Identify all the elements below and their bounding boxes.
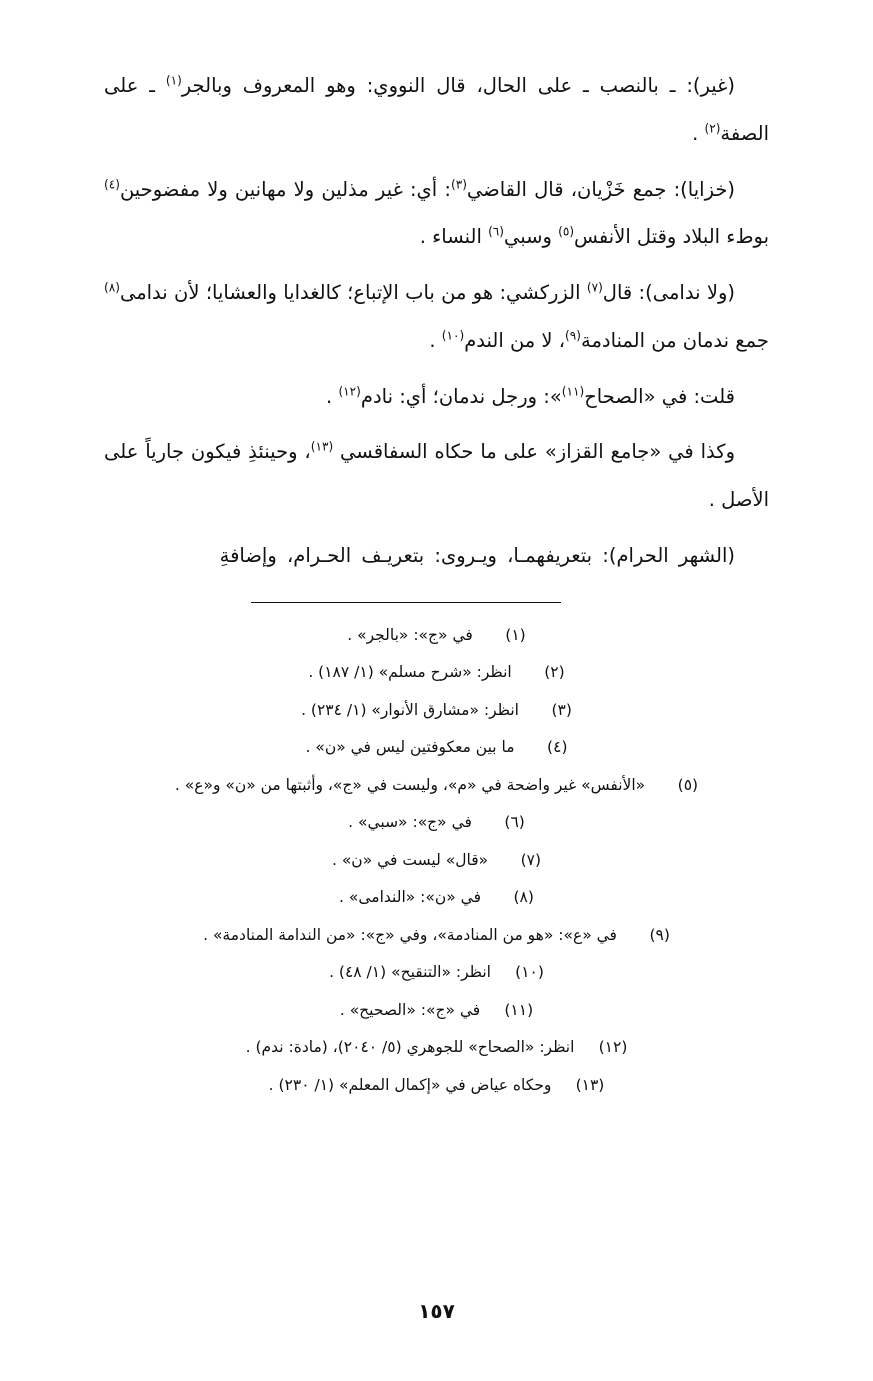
footnote-number: (٦) — [504, 813, 525, 832]
footnote-number: (١٣) — [575, 1075, 605, 1094]
footnote-item — [104, 654, 769, 692]
footnote-separator — [251, 602, 561, 603]
footnote-text: في «ج»: «الصحيح» . — [339, 1000, 481, 1019]
footnote-text: انظر: «الصحاح» للجوهري (٥/ ٢٠٤٠)، (مادة: ندم) . — [245, 1038, 575, 1057]
footnote-number: (٨) — [513, 888, 534, 907]
footnote-item — [104, 992, 769, 1030]
footnote-item — [104, 767, 769, 805]
paragraph-qultu: قلت: في «الصحاح$^{(١١)}$»: ورجل ندمان؛ أي: نادم$^{(١٢)}$ . — [326, 384, 735, 408]
footnote-text: «الأنفس» غير واضحة في «م»، وليست في «ج»، وأثبتها من «ن» و«ع» . — [174, 775, 646, 794]
footnote-text: ما بين معكوفتين ليس في «ن» . — [305, 738, 515, 757]
footnote-number: (٩) — [649, 925, 670, 944]
page-number: ١٥٧ — [418, 1299, 455, 1323]
footnote-item — [104, 1067, 769, 1105]
footnote-number: (٤) — [547, 738, 568, 757]
footnote-number: (١٢) — [598, 1038, 628, 1057]
paragraph-shahr-haram: (الشهر الحرام): بتعريفهمـا، ويـروى: بتعريـف الحـرام، وإضافةِ — [219, 543, 735, 567]
footnote-item — [104, 804, 769, 842]
footnote-item — [104, 917, 769, 955]
footnote-number: (١٠) — [515, 963, 544, 982]
footnote-item — [104, 954, 769, 992]
footnote-item — [104, 842, 769, 880]
footnote-text: انظر: «شرح مسلم» (١/ ١٨٧) . — [308, 663, 512, 682]
footnote-item — [104, 729, 769, 767]
footnote-number: (٢) — [544, 663, 565, 682]
footnotes-block — [104, 617, 769, 1105]
paragraph-ghayr: (غير): ـ بالنصب ـ على الحال، قال النووي: وهو المعروف وبالجر$^{(١)}$ ـ على الصفة$^{(٢)}$ . — [104, 73, 769, 145]
footnote-number: (٧) — [520, 850, 542, 869]
footnote-text: «قال» ليست في «ن» . — [331, 850, 489, 869]
footnote-item — [104, 1029, 769, 1067]
footnote-item — [104, 692, 769, 730]
footnote-item — [104, 617, 769, 655]
main-text-block — [104, 62, 769, 580]
footnote-text: وحكاه عياض في «إكمال المعلم» (١/ ٢٣٠) . — [268, 1075, 552, 1094]
footnote-item — [104, 879, 769, 917]
footnote-text: في «ن»: «الندامى» . — [339, 888, 481, 907]
footnote-text: في «ع»: «هو من المنادمة»، وفي «ج»: «من الندامة المنادمة» . — [203, 925, 617, 944]
footnote-number: (٥) — [677, 775, 699, 794]
footnote-text: انظر: «التنقيح» (١/ ٤٨) . — [329, 963, 491, 982]
footnote-text: انظر: «مشارق الأنوار» (١/ ٢٣٤) . — [301, 700, 519, 719]
paragraph-khazaya: (خزايا): جمع خَزْيان، قال القاضي$^{(٣)}$: أي: غير مذلين ولا مهانين ولا مفضوحين$^{(٤)}$ بوطء البلاد وقتل الأنفس$^{(٥)}$ وسبي$^{(٦)}$ النساء . — [104, 177, 769, 249]
footnote-text: في «ج»: «سبي» . — [348, 813, 472, 832]
footnote-number: (١) — [505, 625, 526, 644]
footnote-number: (١١) — [504, 1000, 534, 1019]
paragraph-wakadha: وكذا في «جامع القزاز» على ما حكاه السفاقسي $^{(١٣)}$، وحينئذِ فيكون جارياً على الأصل . — [104, 439, 769, 512]
paragraph-wala-nadama: (ولا ندامى): قال$^{(٧)}$ الزركشي: هو من باب الإتباع؛ كالغدايا والعشايا؛ لأن ندامى$^{(٨)}$ جمع ندمان من المنادمة$^{(٩)}$، لا من الندم$^{(١٠)}$ . — [104, 280, 769, 352]
footnote-number: (٣) — [551, 700, 572, 719]
footnote-text: في «ج»: «بالجر» . — [347, 625, 473, 644]
